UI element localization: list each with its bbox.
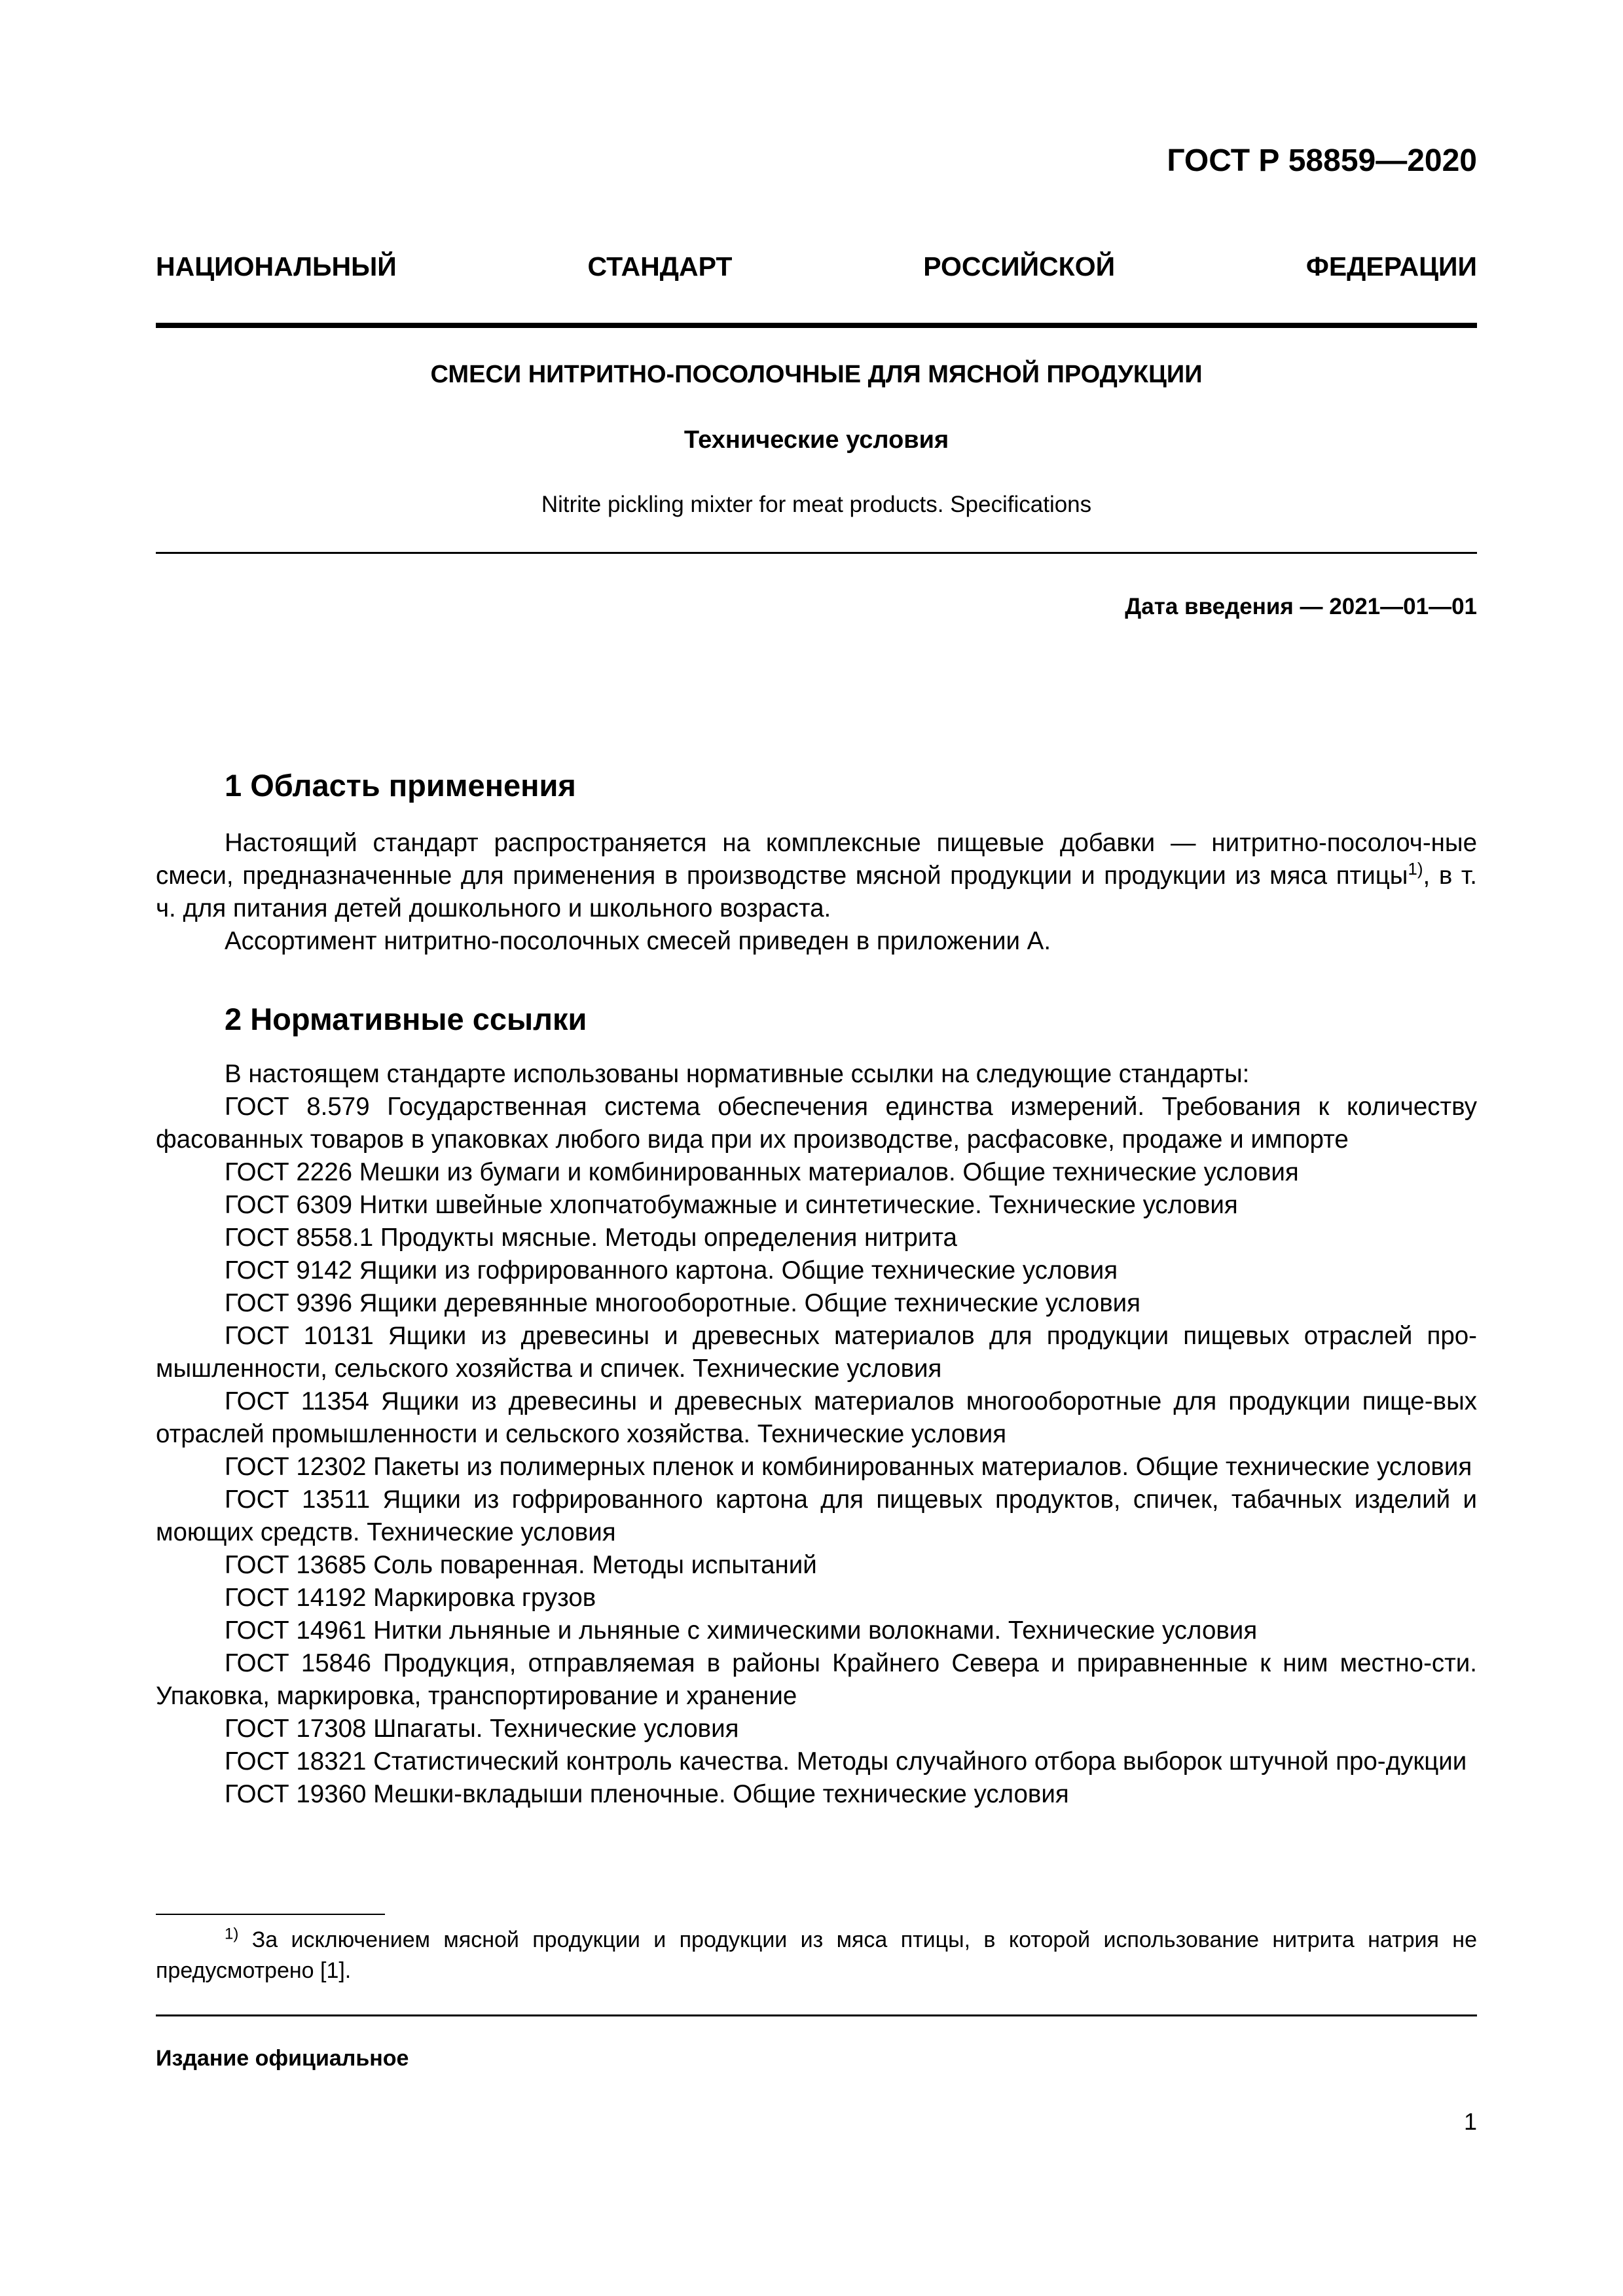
section-1-body (156, 827, 1477, 958)
paragraph: Ассортимент нитритно-посолочных смесей приведен в приложении А. (225, 927, 1051, 955)
reference-item: ГОСТ 13685 Соль поваренная. Методы испытаний (225, 1551, 817, 1579)
paragraph: Настоящий стандарт распространяется на комплексные пищевые добавки — нитритно-посолоч-ные смеси, предназначенные для применения в производстве мясной продукции и продукции из мяса птицы$^{1)}$, в т. ч. для питания детей дошкольного и школьного возраста. (156, 829, 1477, 922)
banner-word: ФЕДЕРАЦИИ (1305, 251, 1477, 282)
section-2-body (156, 1058, 1477, 1811)
reference-item: ГОСТ 18321 Статистический контроль качества. Методы случайного отбора выборок штучной про-дукции (225, 1747, 1467, 1776)
reference-item: ГОСТ 14192 Маркировка грузов (225, 1584, 596, 1612)
gost-code: ГОСТ Р 58859—2020 (1167, 143, 1477, 178)
reference-item: ГОСТ 14961 Нитки льняные и льняные с химическими волокнами. Технические условия (225, 1616, 1258, 1645)
paragraph: В настоящем стандарте использованы нормативные ссылки на следующие стандарты: (225, 1060, 1250, 1088)
page-number: 1 (1463, 2108, 1477, 2135)
edition-label: Издание официальное (156, 2046, 409, 2071)
reference-item: ГОСТ 6309 Нитки швейные хлопчатобумажные и синтетические. Технические условия (225, 1191, 1238, 1219)
section-2-heading: 2 Нормативные ссылки (225, 1002, 587, 1036)
section-1-heading: 1 Область применения (225, 768, 576, 803)
footer-divider (156, 2014, 1477, 2016)
reference-item: ГОСТ 8.579 Государственная система обеспечения единства измерений. Требования к количеству фасованных товаров в упаковках любого вида при их производстве, расфасовке, продаже и импорте (156, 1093, 1477, 1154)
reference-item: ГОСТ 12302 Пакеты из полимерных пленок и комбинированных материалов. Общие технические условия (225, 1453, 1472, 1481)
reference-item: ГОСТ 17308 Шпагаты. Технические условия (225, 1715, 739, 1743)
banner-word: НАЦИОНАЛЬНЫЙ (156, 251, 397, 282)
reference-item: ГОСТ 19360 Мешки-вкладыши пленочные. Общие технические условия (225, 1780, 1069, 1808)
title-divider (156, 552, 1477, 554)
banner-word: СТАНДАРТ (587, 251, 733, 282)
reference-item: ГОСТ 2226 Мешки из бумаги и комбинированных материалов. Общие технические условия (225, 1158, 1299, 1186)
reference-item: ГОСТ 10131 Ящики из древесины и древесных материалов для продукции пищевых отраслей про-мышленности, сельского хозяйства и спичек. Технические условия (156, 1322, 1477, 1383)
reference-item: ГОСТ 9142 Ящики из гофрированного картона. Общие технические условия (225, 1256, 1118, 1285)
reference-item: ГОСТ 13511 Ящики из гофрированного картона для пищевых продуктов, спичек, табачных изделий и моющих средств. Технические условия (156, 1485, 1477, 1546)
reference-item: ГОСТ 9396 Ящики деревянные многооборотные. Общие технические условия (225, 1289, 1141, 1317)
footnote-number: 1) (225, 1925, 239, 1943)
reference-item: ГОСТ 8558.1 Продукты мясные. Методы определения нитрита (225, 1224, 957, 1252)
introduction-date: Дата введения — 2021—01—01 (1125, 594, 1477, 619)
footnote-marker: 1) (1408, 859, 1423, 879)
footnote (156, 1925, 1477, 1986)
document-subtitle: Технические условия (684, 426, 949, 454)
document-title-english: Nitrite pickling mixter for meat products. Specifications (541, 492, 1092, 517)
national-standard-banner (156, 253, 1477, 280)
document-title: СМЕСИ НИТРИТНО-ПОСОЛОЧНЫЕ ДЛЯ МЯСНОЙ ПРОДУКЦИИ (430, 361, 1203, 388)
banner-word: РОССИЙСКОЙ (923, 251, 1116, 282)
footnote-separator (156, 1914, 385, 1915)
header-divider (156, 323, 1477, 328)
footnote-text: За исключением мясной продукции и продукции из мяса птицы, в которой использование нитрита натрия не предусмотрено [1]. (156, 1927, 1477, 1983)
reference-item: ГОСТ 15846 Продукция, отправляемая в районы Крайнего Севера и приравненные к ним местно-сти. Упаковка, маркировка, транспортирование и хранение (156, 1649, 1477, 1710)
reference-item: ГОСТ 11354 Ящики из древесины и древесных материалов многооборотные для продукции пище-вых отраслей промышленности и сельского хозяйства. Технические условия (156, 1387, 1477, 1448)
